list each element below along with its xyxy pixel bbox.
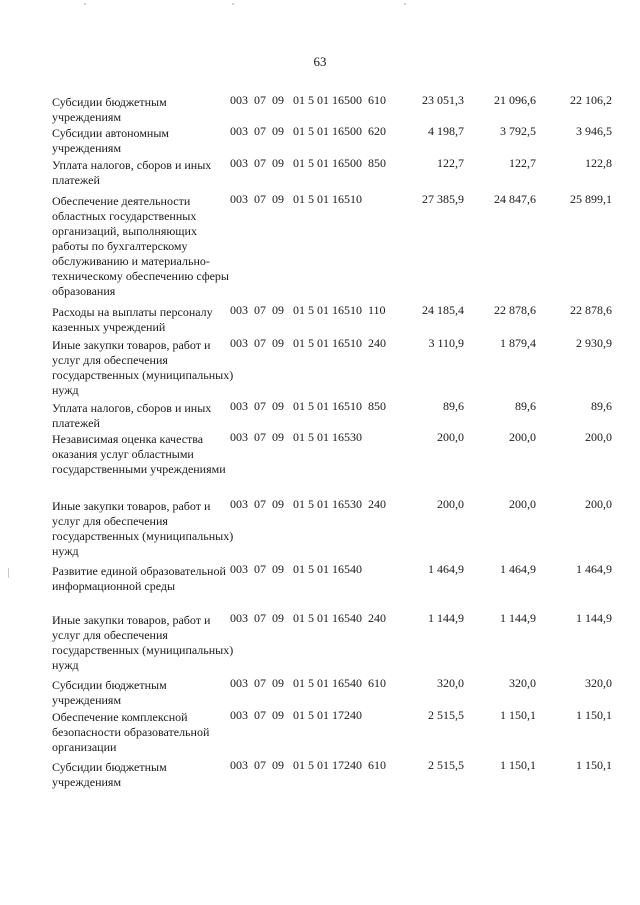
row-value-1: 89,6 <box>443 399 464 413</box>
row-value-2: 200,0 <box>509 497 536 511</box>
row-value-1: 2 515,5 <box>428 758 464 772</box>
row-name: Обеспечение деятельности областных государственных организаций, выполняющих работы по бухгалтерскому обслуживанию и материально-техническому обеспечению сферы образования <box>52 194 229 298</box>
row-value-3: 25 899,1 <box>570 192 612 206</box>
row-code: 003 07 09 01 5 01 16510 850 <box>230 399 386 413</box>
row-code: 003 07 09 01 5 01 16530 <box>230 430 362 444</box>
row-value-2: 3 792,5 <box>500 124 536 138</box>
row-value-3: 3 946,5 <box>576 124 612 138</box>
row-value-3: 1 144,9 <box>576 611 612 625</box>
row-code: 003 07 09 01 5 01 16510 110 <box>230 303 386 317</box>
row-value-1: 24 185,4 <box>422 303 464 317</box>
row-name: Уплата налогов, сборов и иных платежей <box>52 158 212 187</box>
row-value-2: 22 878,6 <box>494 303 536 317</box>
row-value-3: 1 150,1 <box>576 758 612 772</box>
row-name: Субсидии бюджетным учреждениям <box>52 678 167 707</box>
row-value-2: 1 879,4 <box>500 336 536 350</box>
row-name: Обеспечение комплексной безопасности образовательной организации <box>52 710 210 754</box>
row-name: Иные закупки товаров, работ и услуг для обеспечения государственных (муниципальных) нужд <box>52 613 234 672</box>
row-value-2: 24 847,6 <box>494 192 536 206</box>
row-value-3: 89,6 <box>591 399 612 413</box>
row-value-3: 1 150,1 <box>576 708 612 722</box>
row-name: Субсидии автономным учреждениям <box>52 126 169 155</box>
row-value-3: 22 106,2 <box>570 93 612 107</box>
row-value-3: 1 464,9 <box>576 562 612 576</box>
row-name: Иные закупки товаров, работ и услуг для обеспечения государственных (муниципальных) нужд <box>52 499 234 558</box>
row-value-2: 320,0 <box>509 676 536 690</box>
row-name: Развитие единой образовательной информационной среды <box>52 564 226 593</box>
row-value-1: 1 464,9 <box>428 562 464 576</box>
row-value-1: 23 051,3 <box>422 93 464 107</box>
row-value-1: 122,7 <box>437 156 464 170</box>
row-value-2: 1 144,9 <box>500 611 536 625</box>
row-value-2: 21 096,6 <box>494 93 536 107</box>
row-code: 003 07 09 01 5 01 16540 240 <box>230 611 386 625</box>
row-code: 003 07 09 01 5 01 17240 <box>230 708 362 722</box>
row-name: Субсидии бюджетным учреждениям <box>52 760 167 789</box>
row-value-3: 2 930,9 <box>576 336 612 350</box>
row-value-1: 200,0 <box>437 497 464 511</box>
row-code: 003 07 09 01 5 01 16540 610 <box>230 676 386 690</box>
row-name: Расходы на выплаты персоналу казенных учреждений <box>52 305 213 334</box>
row-value-2: 1 464,9 <box>500 562 536 576</box>
row-value-3: 22 878,6 <box>570 303 612 317</box>
row-code: 003 07 09 01 5 01 16510 <box>230 192 362 206</box>
row-code: 003 07 09 01 5 01 17240 610 <box>230 758 386 772</box>
row-code: 003 07 09 01 5 01 16540 <box>230 562 362 576</box>
row-value-2: 89,6 <box>515 399 536 413</box>
row-value-3: 200,0 <box>585 430 612 444</box>
row-value-1: 27 385,9 <box>422 192 464 206</box>
row-name: Уплата налогов, сборов и иных платежей <box>52 401 212 430</box>
row-value-1: 320,0 <box>437 676 464 690</box>
scan-artifact <box>8 568 9 578</box>
row-code: 003 07 09 01 5 01 16500 620 <box>230 124 386 138</box>
row-name: Независимая оценка качества оказания услуг областными государственными учреждениями <box>52 432 226 476</box>
row-value-1: 200,0 <box>437 430 464 444</box>
row-code: 003 07 09 01 5 01 16530 240 <box>230 497 386 511</box>
row-value-2: 122,7 <box>509 156 536 170</box>
row-code: 003 07 09 01 5 01 16510 240 <box>230 336 386 350</box>
row-value-1: 2 515,5 <box>428 708 464 722</box>
row-value-3: 200,0 <box>585 497 612 511</box>
row-value-1: 4 198,7 <box>428 124 464 138</box>
row-name: Субсидии бюджетным учреждениям <box>52 95 167 124</box>
row-code: 003 07 09 01 5 01 16500 610 <box>230 93 386 107</box>
page-number: 63 <box>313 54 327 69</box>
row-value-3: 320,0 <box>585 676 612 690</box>
row-value-2: 200,0 <box>509 430 536 444</box>
row-name: Иные закупки товаров, работ и услуг для обеспечения государственных (муниципальных) нужд <box>52 338 234 397</box>
row-code: 003 07 09 01 5 01 16500 850 <box>230 156 386 170</box>
row-value-2: 1 150,1 <box>500 708 536 722</box>
row-value-1: 1 144,9 <box>428 611 464 625</box>
row-value-1: 3 110,9 <box>428 336 464 350</box>
row-value-3: 122,8 <box>585 156 612 170</box>
row-value-2: 1 150,1 <box>500 758 536 772</box>
